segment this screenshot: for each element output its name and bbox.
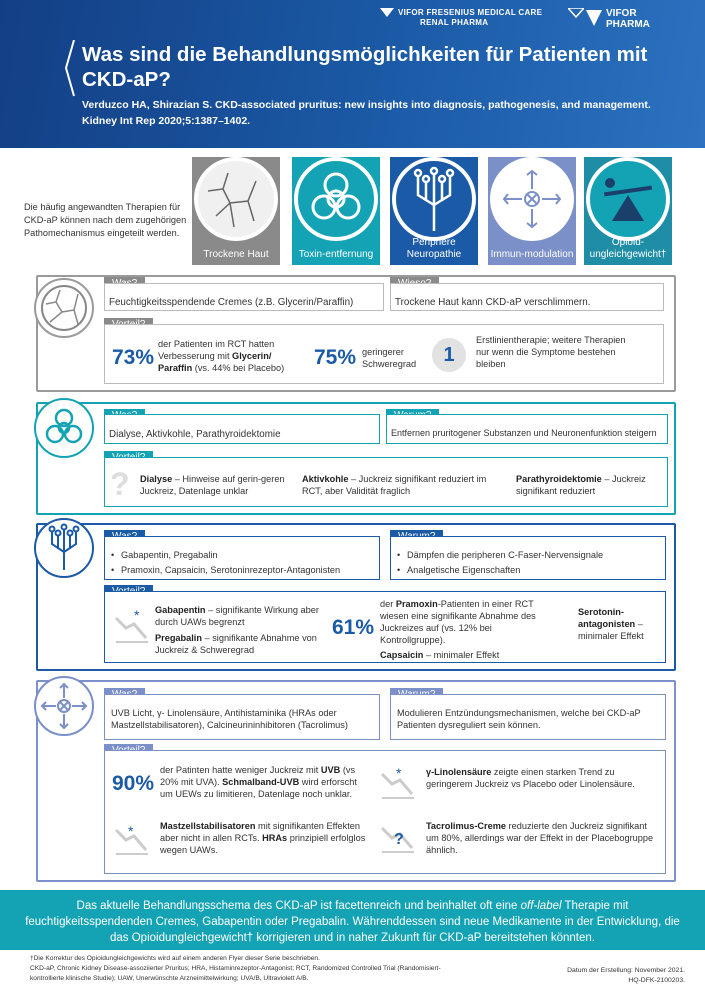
logo-text: VIFOR FRESENIUS MEDICAL CARE [398,8,543,17]
was-box [104,283,384,311]
date-text: Datum der Erstellung: November 2021. [567,967,685,974]
mechanism-label: Toxin-entfernung [298,249,374,260]
pregabalin-text: Pregabalin – signifikante Abnahme von Juckreiz & Schweregrad [155,633,317,655]
downtrend-chart-icon [114,610,150,649]
first-line-badge: 1 [432,338,466,372]
footnotes [30,954,460,984]
logo-icon [586,10,602,28]
logo-text: VIFOR [606,8,637,19]
was-text: Dialyse, Aktivkohle, Parathyroidektomie [109,429,281,440]
warum-box [390,536,666,580]
vifor-fresenius-logo [398,8,542,28]
pramoxin-text: der Pramoxin-Patienten in einer RCT wiesen eine signifikante Abnahme des Juckreizes auf (vs. 12% bei Kontrollgruppe). [380,599,536,645]
stat3-description: Erstlinientherapie; weitere Therapien nur wenn die Symptome bestehen bleiben [476,335,626,369]
biohazard-icon [34,398,94,458]
warum-box [390,694,666,740]
logo-subtext: RENAL PHARMA [420,18,489,27]
summary-text: Das aktuelle Behandlungsschema des CKD-aP ist facettenreich und beinhaltet oft eine off-label Therapie mit feuchtigkeitsspendenden Cremes, Gabapentin oder Pregabalin. Währenddessen sind neue Medikamente in der Entwicklung, die das Opioidungleichgewicht† korrigieren und in naher Zukunft für CKD-aP bereitstehen könnten. [25,900,680,944]
citation: Verduzco HA, Shirazian S. CKD-associated pruritus: new insights into diagnosis, pathogenesis, and management. Kidney Int Rep 2020;5:1387–1402. [82,99,651,127]
abbreviations: CKD-aP, Chronic Kidney Disease-assoziierter Pruritus; HRA, Histaminrezeptor-Antagonist; RCT, Randomized Controlled Trial (Randomisiert-kontrollierte klinische Studie); UAW, Unerwünschte Arzneimittelwirkung; UVA/B, Ultraviolett A/B. [30,965,441,982]
immune-icon [34,676,94,736]
svg-text:*: * [134,610,140,623]
downtrend-chart-icon [380,766,416,805]
page-title: Was sind die Behandlungsmöglichkeiten für Patienten mit CKD-aP? [82,43,648,91]
stat2-description: geringerer Schweregrad [362,347,417,369]
dialyse-text: Dialyse – Hinweise auf gerin-geren Juckreiz, Datenlage unklar [140,474,285,496]
linolensaeure-text: γ-Linolensäure zeigte einen starken Trend zu geringerem Juckreiz vs Placebo oder Linolensäure. [426,767,635,789]
balance-icon [586,157,670,241]
vifor-pharma-logo [606,8,650,30]
warum-item: • Dämpfen die peripheren C-Faser-Nervensignale [397,549,665,561]
parathyroidektomie-text: Parathyroidektomie – Juckreiz signifikant reduziert [516,474,646,496]
tacrolimus-text: Tacrolimus-Creme reduzierte den Juckreiz signifikant um 80%, allerdings war der Effekt in der Placebogruppe ähnlich. [426,821,654,855]
was-item: • Gabapentin, Pregabalin [111,549,379,561]
was-item: • Pramoxin, Capsaicin, Serotoninrezeptor-Antagonisten [111,564,379,576]
uvb-text: der Patinten hatte weniger Juckreiz mit UVB (vs 20% mit UVA). Schmalband-UVB wird erforscht um UEWs zu limitieren, Datenlage noch unklar. [160,765,357,799]
svg-text:?: ? [394,831,404,848]
mechanism-tile-immune [488,157,576,265]
was-text: UVB Licht, γ- Linolensäure, Antihistaminika (HRAs oder Mastzellstabilisatoren), Calcineurininhibitoren (Tacrolimus) [111,708,348,730]
creation-date [535,966,685,986]
aktivkohle-text: Aktivkohle – Juckreiz signifikant reduziert im RCT, aber Validität fraglich [302,474,487,496]
svg-text:*: * [128,823,134,839]
mechanism-label: Periphere Neuropathie [406,237,462,260]
stat-61: 61% [332,616,375,639]
warum-text: Entfernen pruritogener Substanzen und Neuronenfunktion steigern [391,428,657,438]
logo-icon [568,8,584,18]
footnote: †Die Korrektur des Opioidungleichgewichts wird auf einem anderen Flyer dieser Serie beschrieben. [30,955,320,962]
document-code: HQ-DFK-2100203. [628,977,685,984]
stat-75: 75% [314,346,357,369]
mechanism-label: Immun-modulation [490,249,574,260]
title-accent [70,40,76,66]
serotonin-text: Serotonin-antagonisten – minimaler Effekt [578,607,644,641]
downtrend-chart-icon [114,822,150,861]
stat-73: 73% [112,346,155,369]
mechanism-label: Opioid-ungleichgewicht† [589,237,667,260]
was-box [104,694,380,740]
cracked-skin-icon [34,278,94,338]
gabapentin-text: Gabapentin – signifikante Wirkung aber durch UAWs begrenzt [155,605,319,627]
warum-item: • Analgetische Eigenschaften [397,564,665,576]
was-text: Feuchtigkeitsspendende Cremes (z.B. Glycerin/Paraffin) [109,297,354,308]
wieso-text: Trockene Haut kann CKD-aP verschlimmern. [395,297,591,308]
was-box [104,414,380,444]
svg-text:*: * [396,766,402,781]
nerve-icon [392,157,476,241]
stat1-description: der Patienten im RCT hatten Verbesserung mit Glycerin/ Paraffin (vs. 44% bei Placebo) [158,339,285,373]
cracked-skin-icon [194,157,278,241]
capsaicin-text: Capsaicin – minimaler Effekt [380,650,500,660]
mechanism-tile-dry-skin [192,157,280,265]
logo-icon [380,8,394,18]
mechanism-tile-opioid [584,157,672,265]
immune-icon [490,157,574,241]
mastzell-text: Mastzellstabilisatoren mit signifikanten Effekten aber nicht in allen RCTs. HRAs prinzipiell erfolglos wegen UAWs. [160,821,366,855]
stat-90: 90% [112,772,155,795]
intro-text: Die häufig angewandten Therapien für CKD-aP können nach dem zugehörigen Pathomechanismus eingeteilt werden. [24,202,187,238]
warum-box [386,414,668,444]
mechanism-tile-toxin [292,157,380,265]
mechanism-tile-neuropathy [390,157,478,265]
mechanism-label: Trockene Haut [203,249,269,260]
logo-subtext: PHARMA [606,19,650,30]
downtrend-chart-icon [380,820,416,859]
was-box [104,536,380,580]
warum-text: Modulieren Entzündungsmechanismen, welche bei CKD-aP Patienten dysreguliert sein können. [397,708,641,730]
question-mark-icon: ? [110,466,130,502]
wieso-box [390,283,664,311]
biohazard-icon [294,157,378,241]
nerve-icon [34,518,94,578]
